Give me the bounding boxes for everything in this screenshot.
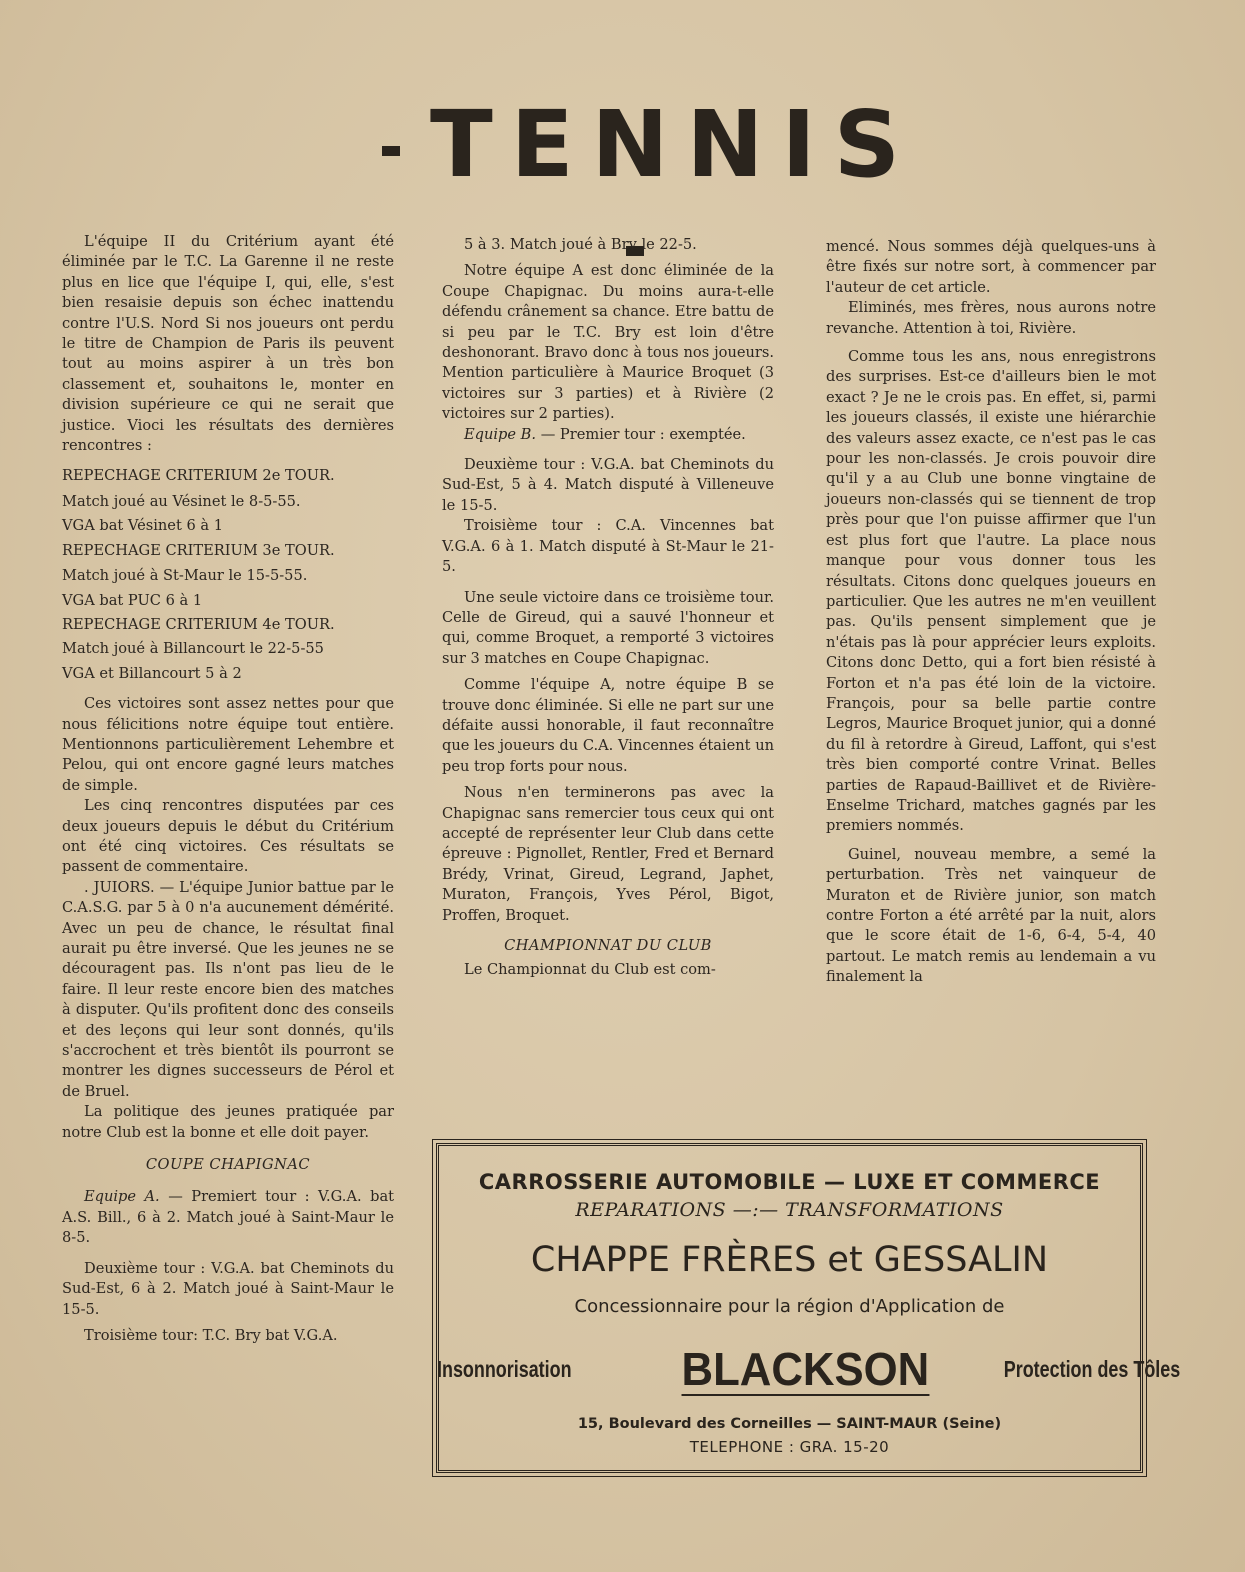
paragraph: Deuxième tour : V.G.A. bat Cheminots du Sud-Est, 6 à 2. Match joué à Saint-Maur le 15-5. (62, 1259, 394, 1318)
paragraph: Notre équipe A est donc éliminée de la Coupe Chapignac. Du moins aura-t-elle défendu crânement sa chance. Etre battu de si peu par le T.C. Bry est loin d'être deshonorant. Bravo donc à tous nos joueurs. Mention particulière à Maurice Broquet (3 victoires sur 3 parties) et à Rivière (2 victoires sur 2 parties). (442, 262, 774, 423)
paragraph: L'équipe II du Critérium ayant été éliminée par le T.C. La Garenne il ne reste plus en lice que l'équipe I, qui, elle, s'est bien resaisie depuis son échec inattendu contre l'U.S. Nord Si nos joueurs ont perdu le titre de Champion de Paris ils peuvent tout au moins aspirer à un très bon classement et, souhaitons le, monter en division supérieure ce qui ne serait que justice. Vioci les résultats des dernières rencontres : (62, 233, 394, 455)
ad-brand-row (437, 1343, 1180, 1395)
paragraph: Deuxième tour : V.G.A. bat Cheminots du Sud-Est, 5 à 4. Match disputé à Villeneuve le 15-5. (442, 456, 774, 514)
ad-headline: CARROSSERIE AUTOMOBILE — LUXE ET COMMERCE (478, 1170, 1101, 1194)
match-line: Match joué à Billancourt le 22-5-55 (62, 640, 324, 658)
paragraph (442, 425, 774, 445)
advertisement (436, 1143, 1180, 1473)
paragraph: Une seule victoire dans ce troisième tour. Celle de Gireud, qui a sauvé l'honneur et qui, comme Broquet, a remporté 3 victoires sur 3 matches en Coupe Chapignac. (442, 588, 774, 667)
ad-services: REPARATIONS —:— TRANSFORMATIONS (575, 1199, 1004, 1221)
paragraph: Ces victoires sont assez nettes pour que nous félicitions notre équipe tout entière. Mentionnons particulièrement Lehembre et Pelou, qui ont encore gagné leurs matches de simple. (62, 695, 394, 794)
result-line: VGA et Billancourt 5 à 2 (62, 664, 242, 682)
ad-company-name: CHAPPE FRÈRES et GESSALIN (530, 1240, 1049, 1280)
team-label: Equipe B. (464, 425, 537, 443)
ad-right-tagline: Protection des Tôles (1003, 1356, 1180, 1382)
paragraph: Le Championnat du Club est com- (464, 961, 716, 979)
paragraph (62, 1187, 394, 1248)
paragraph: Les cinq rencontres disputées par ces deux joueurs depuis le début du Critérium ont été cinq victoires. Ces résultats se passent de commentaire. (62, 797, 394, 876)
title-text: TENNIS (429, 91, 919, 198)
paragraph: Comme l'équipe A, notre équipe B se trouve donc éliminée. Si elle ne part sur une défaite aussi honorable, il faut reconnaître que les joueurs du C.A. Vincennes étaient un peu trop forts pour nous. (442, 676, 774, 775)
paragraph: . JUIORS. — L'équipe Junior battue par le C.A.S.G. par 5 à 0 n'a aucunement démérité. Avec un peu de chance, le résultat final aurait pu être inversé. Que les jeunes ne se découragent pas. Ils n'ont pas lieu de le faire. Il leur reste encore bien des matches à disputer. Qu'ils profitent donc des conseils et des leçons qui leur sont donnés, qu'ils s'accrochent et très bientôt ils pourront se montrer les dignes successeurs de Pérol et de Bruel. (62, 878, 394, 1100)
ad-brand-logo: BLACKSON (681, 1343, 930, 1395)
ad-phone: TELEPHONE : GRA. 15-20 (689, 1438, 890, 1456)
section-heading: COUPE CHAPIGNAC (145, 1156, 311, 1174)
section-heading: REPECHAGE CRITERIUM 4e TOUR. (62, 615, 335, 633)
article-column-2 (442, 235, 774, 981)
team-label: Equipe A. (84, 1188, 160, 1206)
match-line: Match joué à St-Maur le 15-5-55. (62, 567, 308, 585)
paragraph: Nous n'en terminerons pas avec la Chapignac sans remercier tous ceux qui ont accepté de représenter leur Club dans cette épreuve : Pignollet, Rentler, Fred et Bernard Brédy, Vrinat, Gireud, Legrand, Japhet, Muraton, François, Yves Pérol, Bigot, Proffen, Broquet. (442, 784, 774, 924)
paragraph: Guinel, nouveau membre, a semé la perturbation. Très net vainqueur de Muraton et de Rivière junior, son match contre Forton a été arrêté par la nuit, alors que le score était de 1-6, 6-4, 5-4, 40 partout. Le match remis au lendemain a vu finalement la (826, 845, 1156, 986)
article-column-1 (62, 232, 394, 1346)
result-line: VGA bat PUC 6 à 1 (62, 591, 203, 609)
paragraph: Eliminés, mes frères, nous aurons notre revanche. Attention à toi, Rivière. (826, 299, 1156, 337)
ad-address: 15, Boulevard des Corneilles — SAINT-MAUR (Seine) (577, 1416, 1002, 1432)
ad-left-tagline: Insonnorisation (437, 1356, 572, 1382)
page-title (330, 91, 940, 198)
paragraph-text: — Premiert tour : V.G.A. bat A.S. Bill., 6 à 2. Match joué à Saint-Maur le 8-5. (62, 1188, 395, 1247)
section-heading: CHAMPIONNAT DU CLUB (504, 937, 712, 954)
paragraph: Comme tous les ans, nous enregistrons des surprises. Est-ce d'ailleurs bien le mot exact ? Je ne le crois pas. En effet, si, parmi les joueurs classés, il existe une hiérarchie des valeurs assez exacte, ce n'est pas le cas pour les non-classés. Je crois pouvoir dire qu'il y a au Club une bonne vingtaine de joueurs non-classés qui se tiennent de trop près pour que l'on puisse affirmer que l'un est plus fort que l'autre. La place nous manque pour vous donner tous les résultats. Citons donc quelques joueurs en particulier. Que les autres ne m'en veuillent pas. Qu'ils pensent simplement que je n'étais pas là pour apprécier leurs exploits. Citons donc Detto, qui a fort bien résisté à Forton et n'a pas été loin de la victoire. François, pour sa belle partie contre Legros, Maurice Broquet junior, qui a donné du fil à retordre à Gireud, Laffont, qui s'est très bien comporté contre Vrinat. Belles parties de Rapaud-Baillivet et de Rivière-Enselme Trichard, matches gagnés par les premiers nommés. (826, 348, 1156, 835)
paragraph: mencé. Nous sommes déjà quelques-uns à être fixés sur notre sort, à commencer par l'auteur de cet article. (826, 238, 1156, 296)
paragraph: 5 à 3. Match joué à Bry le 22-5. (464, 236, 697, 253)
section-heading: REPECHAGE CRITERIUM 3e TOUR. (62, 541, 335, 559)
paragraph: Troisième tour: T.C. Bry bat V.G.A. (84, 1326, 338, 1344)
ad-concession: Concessionnaire pour la région d'Application de (574, 1296, 1005, 1317)
paragraph: La politique des jeunes pratiquée par notre Club est la bonne et elle doit payer. (62, 1103, 394, 1141)
match-line: Match joué au Vésinet le 8-5-55. (62, 492, 301, 510)
article-column-3 (826, 237, 1156, 988)
paragraph: Troisième tour : C.A. Vincennes bat V.G.A. 6 à 1. Match disputé à St-Maur le 21-5. (442, 517, 774, 576)
title-dash-left (382, 146, 400, 156)
result-line: VGA bat Vésinet 6 à 1 (62, 517, 224, 535)
section-heading: REPECHAGE CRITERIUM 2e TOUR. (62, 467, 335, 485)
paragraph-text: — Premier tour : exemptée. (540, 425, 746, 443)
